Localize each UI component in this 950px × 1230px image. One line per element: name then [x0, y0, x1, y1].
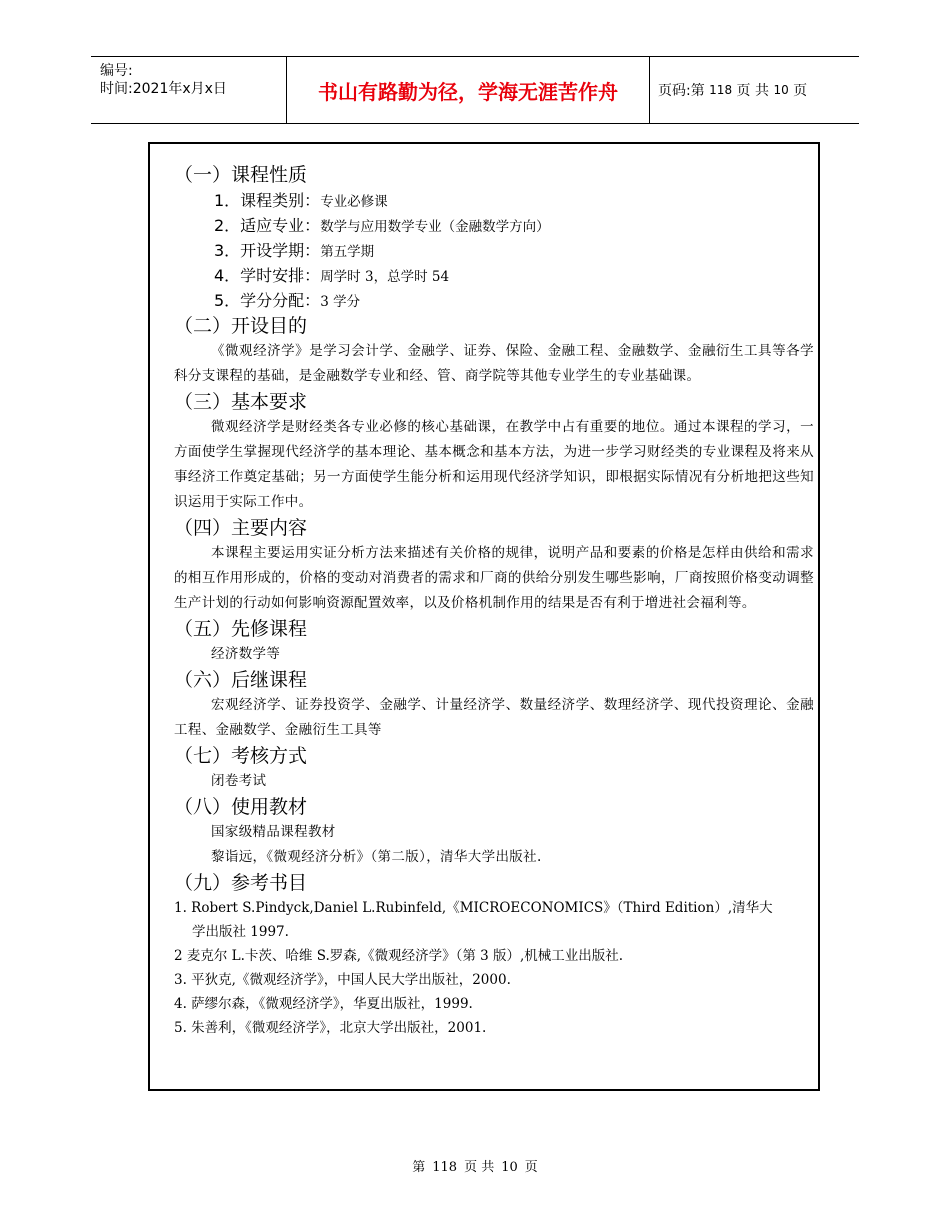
- textbook-line-2: 黎诣远，《微观经济分析》（第二版），清华大学出版社.: [211, 849, 542, 865]
- property-row: [174, 288, 814, 313]
- section-title-textbook: （八）使用教材: [174, 796, 308, 818]
- property-key: 3．开设学期：: [214, 241, 321, 260]
- reference-2: 2 麦克尔 L.卡茨、哈维 S.罗森,《微观经济学》（第 3 版）,机械工业出版社.: [174, 948, 624, 964]
- time-line: [100, 78, 227, 98]
- page-mid: 页 共: [736, 83, 769, 99]
- footer-suffix: 页: [524, 1160, 538, 1175]
- property-row: [174, 213, 814, 238]
- page-footer: [0, 1156, 950, 1175]
- footer-page-number: 118: [432, 1160, 458, 1175]
- time-label: 时间:: [100, 81, 133, 97]
- footer-prefix: 第: [412, 1160, 426, 1175]
- syllabus-box: [148, 142, 820, 1091]
- page-number: 118: [709, 83, 733, 97]
- assessment-text: 闭卷考试: [211, 773, 267, 789]
- footer-total: 10: [501, 1160, 518, 1175]
- header-page-info: [658, 57, 807, 123]
- follow-up-text: 宏观经济学、证券投资学、金融学、计量经济学、数量经济学、数理经济学、现代投资理论、金融工程、金融数学、金融衍生工具等: [174, 697, 814, 738]
- prerequisites-text: 经济数学等: [211, 646, 281, 662]
- section-title-follow-up: （六）后继课程: [174, 669, 308, 691]
- syllabus-content: [174, 162, 814, 1040]
- property-value: 周学时 3，总学时 54: [320, 269, 450, 285]
- section-title-requirements: （三）基本要求: [174, 391, 308, 413]
- property-key: 5．学分分配：: [214, 291, 321, 310]
- property-key: 2．适应专业：: [214, 216, 321, 235]
- requirements-text: 微观经济学是财经类各专业必修的核心基础课，在教学中占有重要的地位。通过本课程的学习，一方面使学生掌握现代经济学的基本理论、基本概念和基本方法，为进一步学习财经类的专业课程及将来从事经济工作奠定基础；另一方面使学生能分析和运用现代经济学知识，即根据实际情况有分析地把这些知识运用于实际工作中。: [174, 419, 814, 510]
- header-motto: 书山有路勤为径，学海无涯苦作舟: [287, 57, 650, 123]
- property-key: 4．学时安排：: [214, 266, 321, 285]
- page-total: 10: [773, 83, 789, 97]
- section-title-purpose: （二）开设目的: [174, 315, 308, 337]
- reference-3: 3. 平狄克,《微观经济学》，中国人民大学出版社，2000.: [174, 972, 511, 988]
- property-value: 第五学期: [320, 244, 375, 260]
- reference-4: 4. 萨缪尔森，《微观经济学》，华夏出版社，1999.: [174, 996, 473, 1012]
- section-title-prerequisites: （五）先修课程: [174, 618, 308, 640]
- purpose-text: 《微观经济学》是学习会计学、金融学、证券、保险、金融工程、金融数学、金融衍生工具等各学科分支课程的基础，是金融数学专业和经、管、商学院等其他专业学生的专业基础课。: [174, 343, 814, 384]
- section-title-references: （九）参考书目: [174, 872, 308, 894]
- property-row: [174, 263, 814, 288]
- textbook-line-1: 国家级精品课程教材: [211, 824, 336, 840]
- property-row: [174, 188, 814, 213]
- property-key: 1．课程类别：: [214, 191, 321, 210]
- main-content-text: 本课程主要运用实证分析方法来描述有关价格的规律，说明产品和要素的价格是怎样由供给和需求的相互作用形成的，价格的变动对消费者的需求和厂商的供给分别发生哪些影响，厂商按照价格变动调整生产计划的行动如何影响资源配置效率，以及价格机制作用的结果是否有利于增进社会福利等。: [174, 545, 814, 611]
- number-label: 编号:: [100, 63, 133, 79]
- reference-1: 1. Robert S.Pindyck,Daniel L.Rubinfeld,《MICROECONOMICS》（Third Edition）,清华大: [174, 900, 773, 916]
- page-header: [91, 56, 859, 124]
- page-suffix: 页: [793, 83, 808, 99]
- page-label: 页码:: [658, 83, 691, 99]
- reference-5: 5. 朱善利，《微观经济学》，北京大学出版社，2001.: [174, 1020, 487, 1036]
- property-value: 数学与应用数学专业（金融数学方向）: [320, 219, 550, 235]
- header-meta: [91, 57, 287, 123]
- section-title-main-content: （四）主要内容: [174, 517, 308, 539]
- property-value: 专业必修课: [320, 194, 388, 210]
- section-title-assessment: （七）考核方式: [174, 745, 308, 767]
- footer-mid: 页 共: [464, 1160, 495, 1175]
- property-row: [174, 238, 814, 263]
- property-value: 3 学分: [320, 294, 361, 310]
- page-prefix: 第: [690, 83, 705, 99]
- section-title-nature: （一）课程性质: [174, 164, 308, 186]
- time-value: 2021年x月x日: [132, 81, 227, 97]
- reference-1-cont: 学出版社 1997.: [192, 924, 289, 940]
